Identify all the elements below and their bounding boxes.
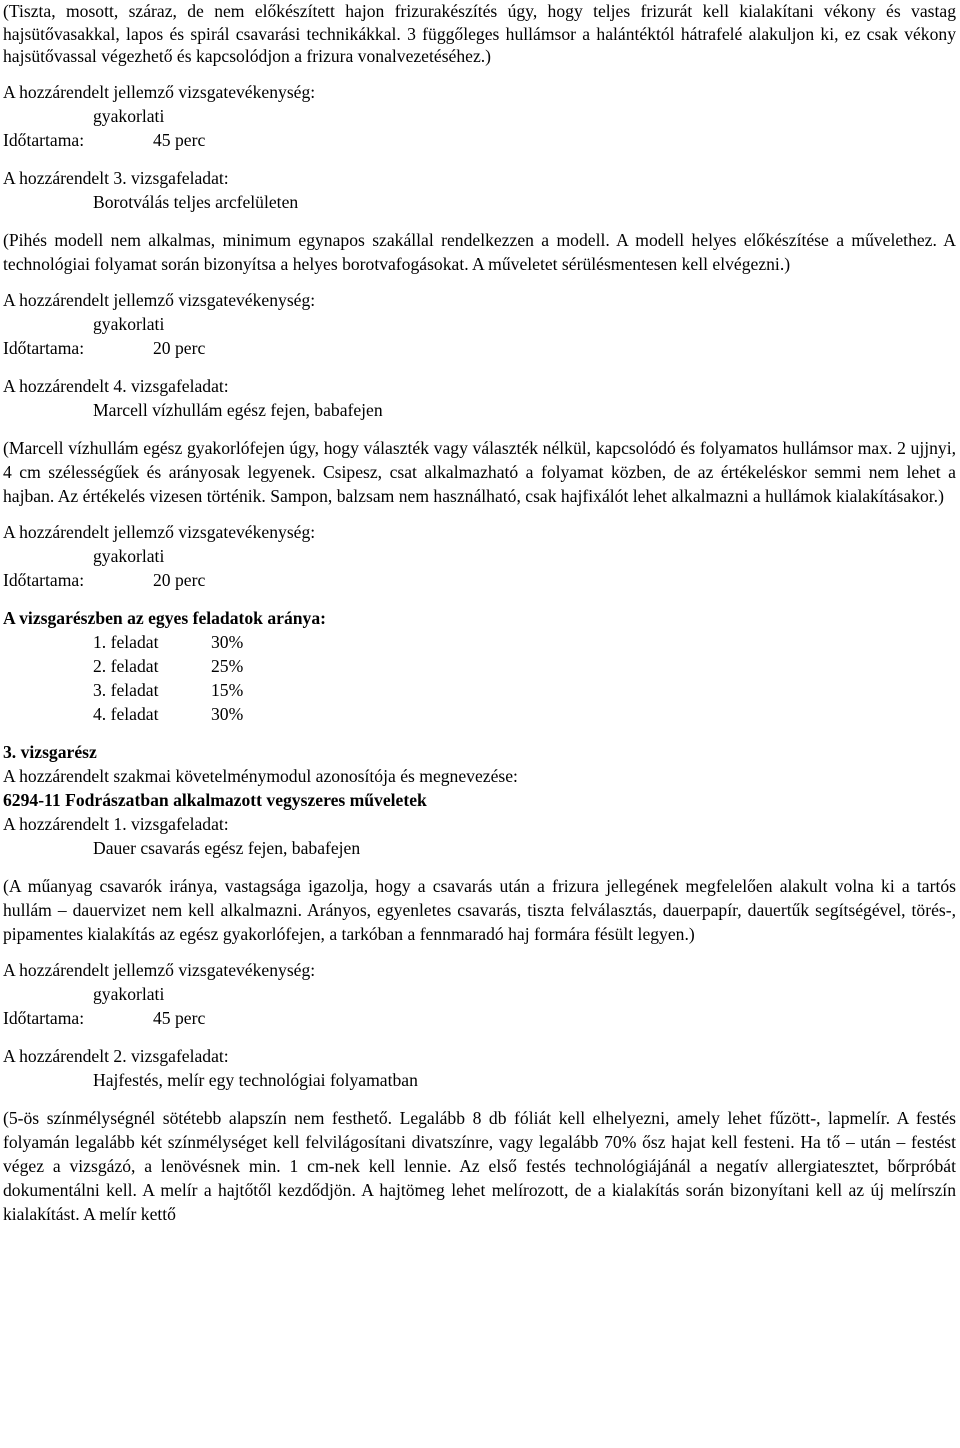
ratio-percent: 30% [211,631,244,652]
ratio-percent: 25% [211,655,244,676]
ratio-row [3,678,956,702]
duration-label: Időtartama: [3,1007,85,1028]
task-title: Dauer csavarás egész fejen, babafejen [93,837,361,858]
ratio-task-name: 1. feladat [93,631,159,652]
duration-value: 20 perc [153,337,206,358]
paragraph-hairstyle-requirements: (Tiszta, mosott, száraz, de nem előkészített hajon frizurakészítés úgy, hogy teljes frizurát kell kialakítani vékony és vastag hajsütővasakkal, lapos és spirál csavarási technikákkal. 3 függőleges hullámsor a halántéktól hátrafelé alakuljon ki, ez csak vékony hajsütővassal végezhető és kapcsolódjon a frizura vonalvezetéséhez.) [3,1,956,66]
activity-value: gyakorlati [93,105,165,126]
paragraph-shaving-requirements: (Pihés modell nem alkalmas, minimum egynapos szakállal rendelkezzen a modell. A modell helyes előkészítése a művelethez. A technológiai folyamat során bizonyítsa a helyes borotvafogásokat. A műveletet sérülésmentesen kell elvégezni.) [3,229,956,274]
duration-value: 45 perc [153,129,206,150]
duration-value: 20 perc [153,569,206,590]
task-title: Borotválás teljes arcfelületen [93,191,299,212]
duration-value: 45 perc [153,1007,206,1028]
ratio-task-name: 4. feladat [93,703,159,724]
activity-value: gyakorlati [93,313,165,334]
ratio-row [3,702,956,726]
exam-part-heading: 3. vizsgarész [3,741,97,762]
task-label: A hozzárendelt 1. vizsgafeladat: [3,813,229,834]
ratio-row [3,630,956,654]
task-label: A hozzárendelt 3. vizsgafeladat: [3,167,229,188]
duration-line [3,568,956,592]
paragraph-perm-requirements: (A műanyag csavarók iránya, vastagsága igazolja, hogy a csavarás után a frizura jellegének megfelelően alakult volna ki a tartós hullám – dauervizet nem kell alkalmazni. Arányos, egyenletes csavarás, tiszta felválasztás, dauerpapír, dauertűk segítségével, törés-, pipamentes kialakítás az egész gyakorlófejen, a tarkóban a fennmaradó haj formára fésült legyen.) [3,875,956,944]
duration-label: Időtartama: [3,337,85,358]
task-label: A hozzárendelt 2. vizsgafeladat: [3,1045,229,1066]
ratio-task-name: 3. feladat [93,679,159,700]
duration-line [3,1006,956,1030]
activity-label: A hozzárendelt jellemző vizsgatevékenység: [3,521,316,542]
ratio-row [3,654,956,678]
ratio-task-name: 2. feladat [93,655,159,676]
module-label: A hozzárendelt szakmai követelménymodul azonosítója és megnevezése: [3,765,518,786]
ratio-heading: A vizsgarészben az egyes feladatok aránya: [3,607,326,628]
paragraph-coloring-requirements: (5-ös színmélységnél sötétebb alapszín nem festhető. Legalább 8 db fóliát kell elhelyezni, amely lehet fűzött-, lapmelír. A festés folyamán legalább két színmélységet kell felvilágosítani divatszínre, vagy legalább 70% ősz hajat kell festeni. Ha tő – után – festést végez a vizsgázó, a lenövésnek min. 1 cm-nek kell lennie. Az első festés technológiájánál a negatív allergiatesztet, bőrpróbát dokumentálni kell. A melír a hajtőtől kezdődjön. A hajtömeg lehet melírozott, de a kialakítás során bizonyítani kell az új melírszín kialakítást. A melír kettő [3,1107,956,1224]
paragraph-marcell-wave-requirements: (Marcell vízhullám egész gyakorlófejen úgy, hogy választék vagy választék nélkül, kapcsolódó és folyamatos hullámsor max. 2 ujjnyi, 4 cm szélességűek és arányosak legyenek. Csipesz, csat alkalmazható a folyamat közben, de az értékeléskor semmi nem lehet a hajban. Az értékelés vizesen történik. Sampon, balzsam nem használható, csak hajfixálót lehet alkalmazni a hullámok kialakításakor.) [3,437,956,506]
task-label: A hozzárendelt 4. vizsgafeladat: [3,375,229,396]
duration-label: Időtartama: [3,569,85,590]
task-title: Marcell vízhullám egész fejen, babafejen [93,399,383,420]
duration-label: Időtartama: [3,129,85,150]
duration-line [3,128,956,152]
duration-line [3,336,956,360]
activity-value: gyakorlati [93,983,165,1004]
activity-label: A hozzárendelt jellemző vizsgatevékenység: [3,959,316,980]
activity-label: A hozzárendelt jellemző vizsgatevékenység: [3,81,316,102]
task-title: Hajfestés, melír egy technológiai folyamatban [93,1069,418,1090]
module-name: 6294-11 Fodrászatban alkalmazott vegyszeres műveletek [3,789,427,810]
document-page [3,0,956,1226]
activity-value: gyakorlati [93,545,165,566]
ratio-percent: 15% [211,679,244,700]
ratio-percent: 30% [211,703,244,724]
activity-label: A hozzárendelt jellemző vizsgatevékenység: [3,289,316,310]
